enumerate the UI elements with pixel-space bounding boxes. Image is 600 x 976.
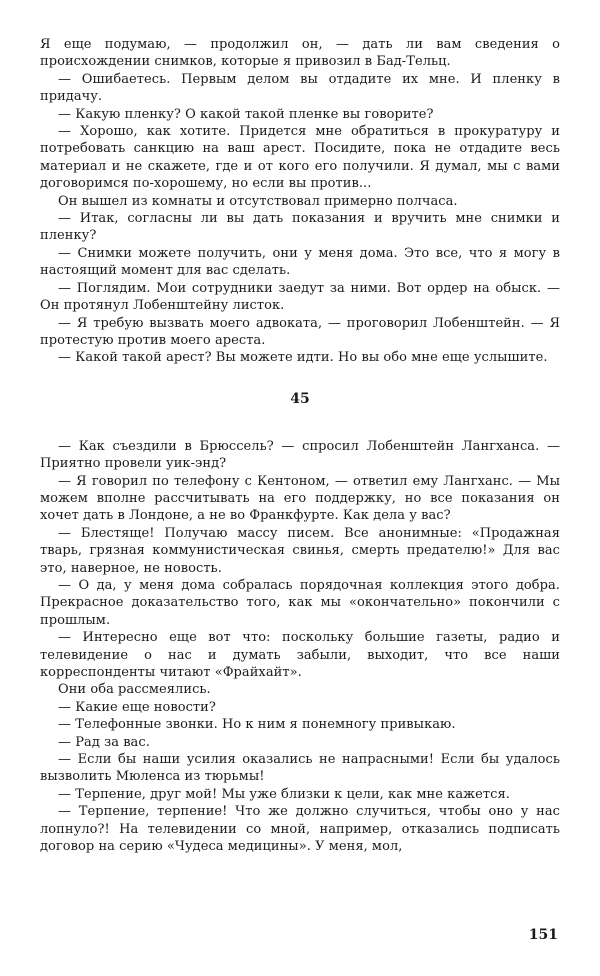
paragraph: — Интересно еще вот что: поскольку большие газеты, радио и телевидение о нас и думать забыли, выходит, что все наши корреспонденты читают «Фрайхайт». — [40, 630, 560, 680]
paragraph: — Терпение, терпение! Что же должно случиться, чтобы оно у нас лопнуло?! На телевидении со мной, например, отказались подписать договор на серию «Чудеса медицины». У меня, мол, — [40, 804, 560, 855]
paragraph: — Я говорил по телефону с Кентоном, — ответил ему Лангханс. — Мы можем вполне рассчитывать на его поддержку, но все показания он хочет дать в Лондоне, а не во Франкфурте. Как дела у вас? — [40, 473, 560, 524]
paragraph: — Хорошо, как хотите. Придется мне обратиться в прокуратуру и потребовать санкцию на ваш арест. Посидите, пока не отдадите весь материал и не скажете, где и от кого его получили. Я думал, мы с вами договоримся по-хорошему, но если вы против... — [40, 124, 560, 192]
paragraph: — Рад за вас. — [58, 734, 150, 750]
paragraph: — Телефонные звонки. Но к ним я понемногу привыкаю. — [58, 717, 456, 733]
paragraph: — Я требую вызвать моего адвоката, — проговорил Лобенштейн. — Я протестую против моего ареста. — [40, 315, 560, 348]
paragraph: — Как съездили в Брюссель? — спросил Лобенштейн Лангханса. — Приятно провели уик-энд? — [40, 438, 560, 472]
paragraph: — Блестяще! Получаю массу писем. Все анонимные: «Продажная тварь, грязная коммунистическая свинья, смерть предателю!» Для вас это, наверное, не новость. — [40, 525, 560, 576]
paragraph: — Терпение, друг мой! Мы уже близки к цели, как мне кажется. — [58, 786, 510, 802]
paragraph: — Итак, согласны ли вы дать показания и вручить мне снимки и пленку? — [40, 211, 560, 244]
paragraph: Я еще подумаю, — продолжил он, — дать ли вам сведения о происхождении снимков, которые я привозил в Бад-Тельц. — [40, 37, 560, 70]
paragraph: — Если бы наши усилия оказались не напрасными! Если бы удалось вызволить Мюленса из тюрьмы! — [40, 752, 560, 785]
page-number: 151 — [528, 927, 558, 943]
section-bottom — [40, 438, 560, 856]
paragraph: — Какие еще новости? — [58, 699, 216, 715]
chapter-number: 45 — [290, 390, 310, 407]
paragraph: Они оба рассмеялись. — [58, 682, 211, 698]
paragraph: — О да, у меня дома собралась порядочная коллекция этого добра. Прекрасное доказательство того, как мы «окончательно» покончили с прошлым. — [40, 577, 560, 628]
paragraph: — Какую пленку? О какой такой пленке вы говорите? — [58, 106, 434, 122]
book-page — [40, 36, 560, 855]
paragraph: — Ошибаетесь. Первым делом вы отдадите их мне. И пленку в придачу. — [40, 71, 560, 105]
paragraph: Он вышел из комнаты и отсутствовал примерно полчаса. — [58, 193, 458, 209]
paragraph: — Какой такой арест? Вы можете идти. Но вы обо мне еще услышите. — [58, 350, 548, 366]
paragraph: — Снимки можете получить, они у меня дома. Это все, что я могу в настоящий момент для вас сделать. — [40, 245, 560, 279]
paragraph: — Поглядим. Мои сотрудники заедут за ними. Вот ордер на обыск. — Он протянул Лобенштейну листок. — [40, 280, 560, 314]
section-top — [40, 36, 560, 367]
